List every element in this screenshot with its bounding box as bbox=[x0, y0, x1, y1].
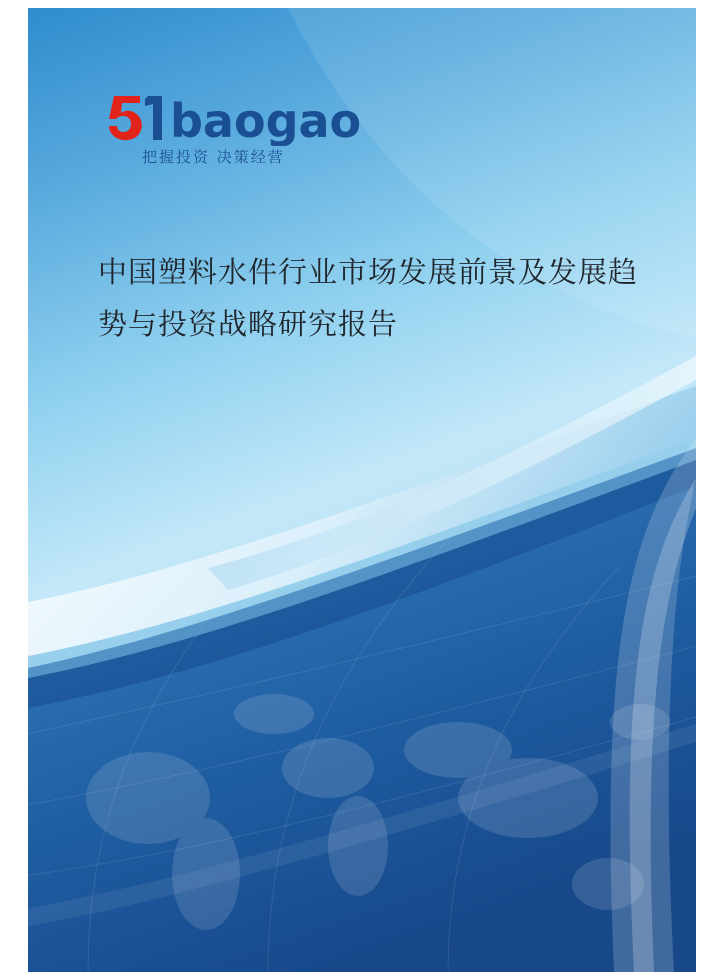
report-title: 中国塑料水件行业市场发展前景及发展趋势与投资战略研究报告 bbox=[98, 255, 639, 341]
brand-slogan: 把握投资 决策经营 bbox=[142, 148, 285, 166]
svg-text:baogao: baogao bbox=[170, 94, 362, 146]
logo-51baogao-icon bbox=[100, 90, 400, 146]
brand-logo bbox=[100, 90, 400, 176]
cover-artwork bbox=[28, 8, 696, 972]
